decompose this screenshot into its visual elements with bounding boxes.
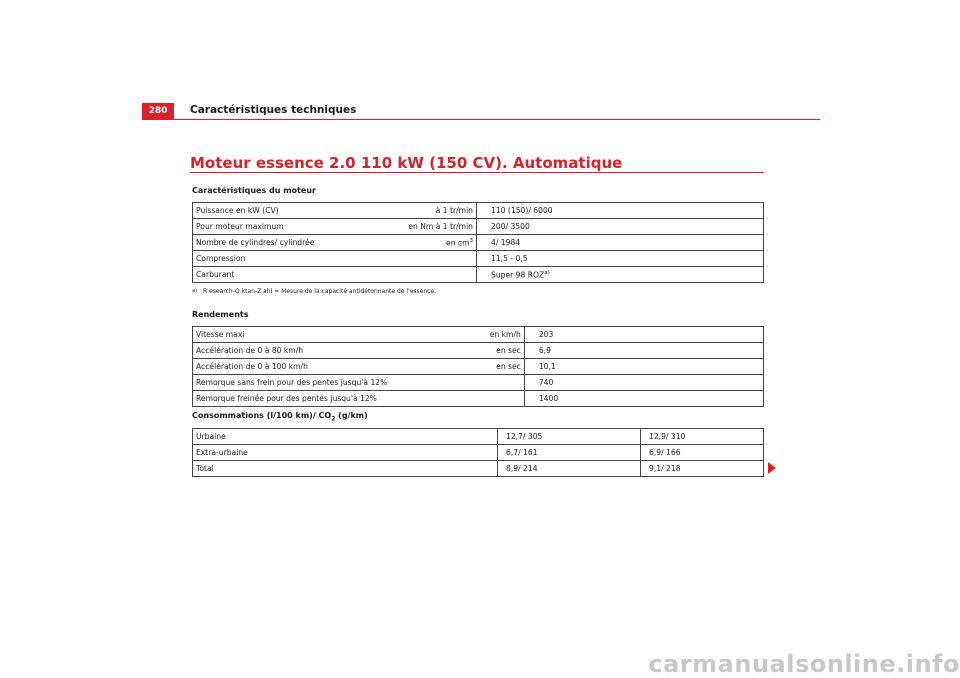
row-label: Remorque sans frein pour des pentes jusqu'à 12% [193,375,391,391]
row-value: 6,7/ 161 [498,445,641,461]
row-unit: en Nm à 1 tr/min [343,219,477,235]
row-value: 203 [524,327,763,343]
title-divider [190,172,764,173]
table-row [193,219,764,235]
row-unit [343,251,477,267]
row-unit [390,375,524,391]
row-value: 12,9/ 310 [641,429,764,445]
value-text: Super 98 ROZ [491,270,545,280]
row-value: 9,1/ 218 [641,461,764,477]
table-row [193,375,764,391]
table-row [193,445,764,461]
row-label: Carburant [193,267,343,283]
table-row [193,235,764,251]
row-label: Extra-urbaine [193,445,498,461]
row-value: 10,1 [524,359,763,375]
row-value: 8,9/ 214 [498,461,641,477]
table-row [193,343,764,359]
consumption-title-main: Consommations (l/100 km)/ CO [192,411,332,420]
table-row [193,461,764,477]
next-page-arrow-icon[interactable] [768,462,776,474]
header-divider [142,119,820,120]
unit-text: en cm [446,238,470,248]
row-value: 1400 [524,391,763,407]
table-row [193,327,764,343]
row-label: Accélération de 0 à 80 km/h [193,343,391,359]
performance-table [192,326,764,407]
table-row [193,203,764,219]
page-title: Moteur essence 2.0 110 kW (150 CV). Automatique [190,154,623,172]
header-title: Caractéristiques techniques [190,104,357,116]
row-unit: en sec [390,359,524,375]
row-label: Urbaine [193,429,498,445]
unit-superscript: 3 [469,237,473,244]
row-label: Total [193,461,498,477]
row-label: Compression [193,251,343,267]
row-unit: en km/h [390,327,524,343]
row-label: Pour moteur maximum [193,219,343,235]
row-value: 6,9/ 166 [641,445,764,461]
footnote [192,288,436,295]
footnote-ref: a) [544,269,550,276]
row-unit [343,235,477,251]
row-label: Puissance en kW (CV) [193,203,343,219]
row-value: 11,5 - 0,5 [477,251,764,267]
page-number-badge: 280 [142,103,174,119]
table-row [193,391,764,407]
row-value: 740 [524,375,763,391]
row-value: 4/ 1984 [477,235,764,251]
consumption-title-sub: 2 [331,415,336,423]
engine-table [192,202,764,283]
footnote-text: R esearch-O ktan-Z ahl = Mesure de la capacité antidétonnante de l'essence. [203,288,437,295]
row-value: 110 (150)/ 6000 [477,203,764,219]
row-label: Accélération de 0 à 100 km/h [193,359,391,375]
engine-section-title: Caractéristiques du moteur [192,186,316,195]
watermark: carmanualsonline.info [648,650,960,678]
table-row [193,359,764,375]
row-value: 200/ 3500 [477,219,764,235]
row-unit: en sec [390,343,524,359]
row-value [477,267,764,283]
consumption-section-title [192,411,368,423]
row-label: Vitesse maxi [193,327,391,343]
row-unit [390,391,524,407]
table-row [193,267,764,283]
consumption-title-units: (g/km) [335,411,368,420]
table-row [193,429,764,445]
table-row [193,251,764,267]
footnote-mark: a) [192,288,198,294]
consumption-table [192,428,764,477]
row-value: 12,7/ 305 [498,429,641,445]
row-unit: à 1 tr/min [343,203,477,219]
performance-section-title: Rendements [192,310,249,319]
row-label: Remorque freinée pour des pentes jusqu'à 12% [193,391,391,407]
row-unit [343,267,477,283]
row-label: Nombre de cylindres/ cylindrée [193,235,343,251]
row-value: 6,9 [524,343,763,359]
